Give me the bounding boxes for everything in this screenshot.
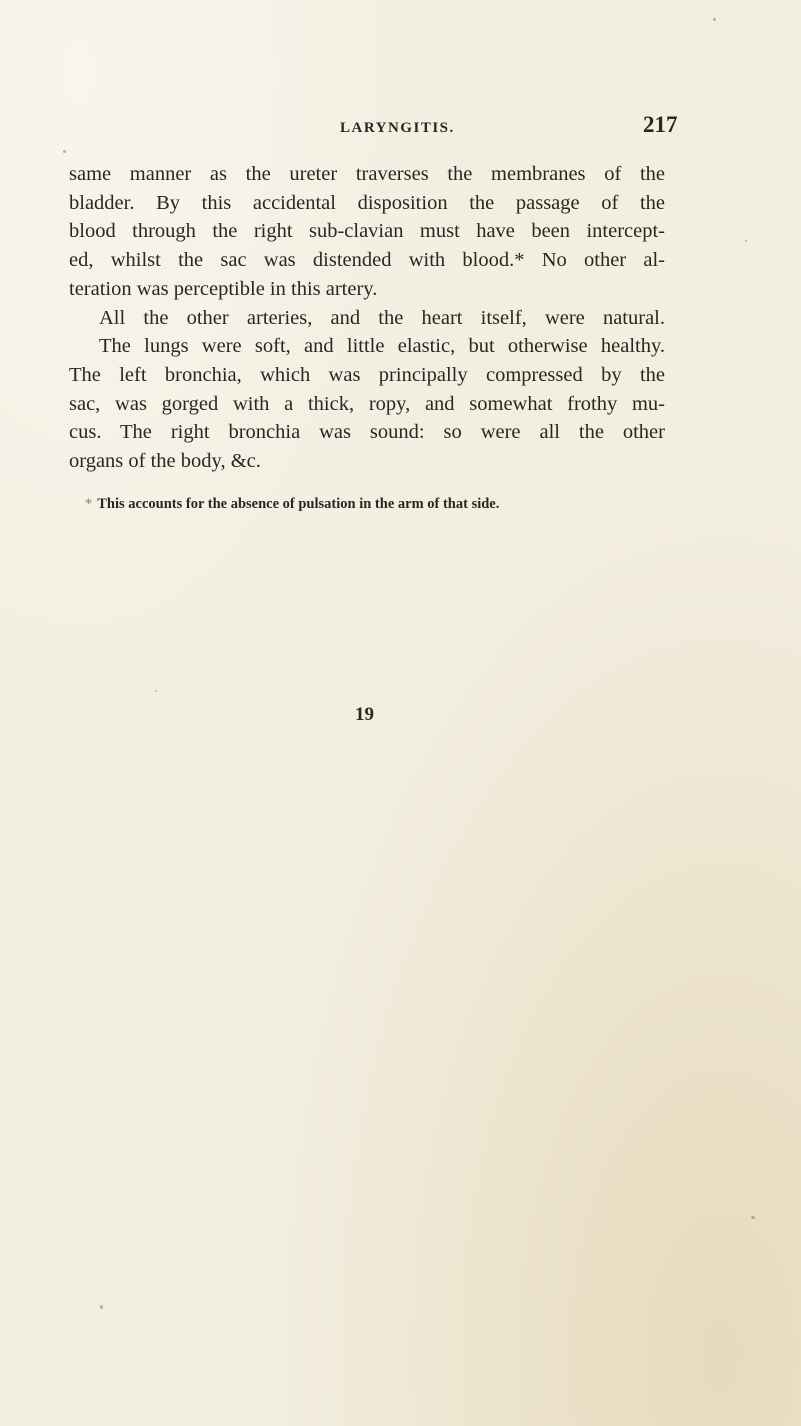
text-line: blood through the right sub-clavian must have been intercept- [69, 220, 665, 243]
paper-speck [713, 18, 716, 21]
paper-speck [155, 690, 157, 692]
running-title: LARYNGITIS. [340, 120, 455, 136]
text-line: The left bronchia, which was principally compressed by the [69, 363, 665, 386]
body-text [69, 160, 665, 476]
text-line: All the other arteries, and the heart itself, were natural. [99, 306, 665, 329]
footnote-text: This accounts for the absence of pulsation in the arm of that side. [97, 496, 500, 512]
text-line: The lungs were soft, and little elastic, but otherwise healthy. [99, 335, 665, 358]
text-line: teration was perceptible in this artery. [69, 277, 378, 300]
running-head [0, 112, 801, 146]
paper-speck [63, 150, 66, 153]
page-number: 217 [643, 112, 678, 137]
paper-speck [745, 240, 747, 242]
text-line: bladder. By this accidental disposition the passage of the [69, 191, 665, 214]
footnote [85, 496, 645, 513]
text-line: cus. The right bronchia was sound: so were all the other [69, 421, 665, 444]
footnote-mark: * [85, 496, 93, 512]
paper-speck [100, 1305, 103, 1309]
text-line: organs of the body, &c. [69, 450, 261, 473]
text-line: same manner as the ureter traverses the membranes of the [69, 163, 665, 185]
paper-speck [751, 1216, 755, 1219]
text-line: sac, was gorged with a thick, ropy, and somewhat frothy mu- [69, 392, 665, 415]
text-line: ed, whilst the sac was distended with blood.* No other al- [69, 249, 665, 272]
signature-mark: 19 [355, 704, 374, 725]
